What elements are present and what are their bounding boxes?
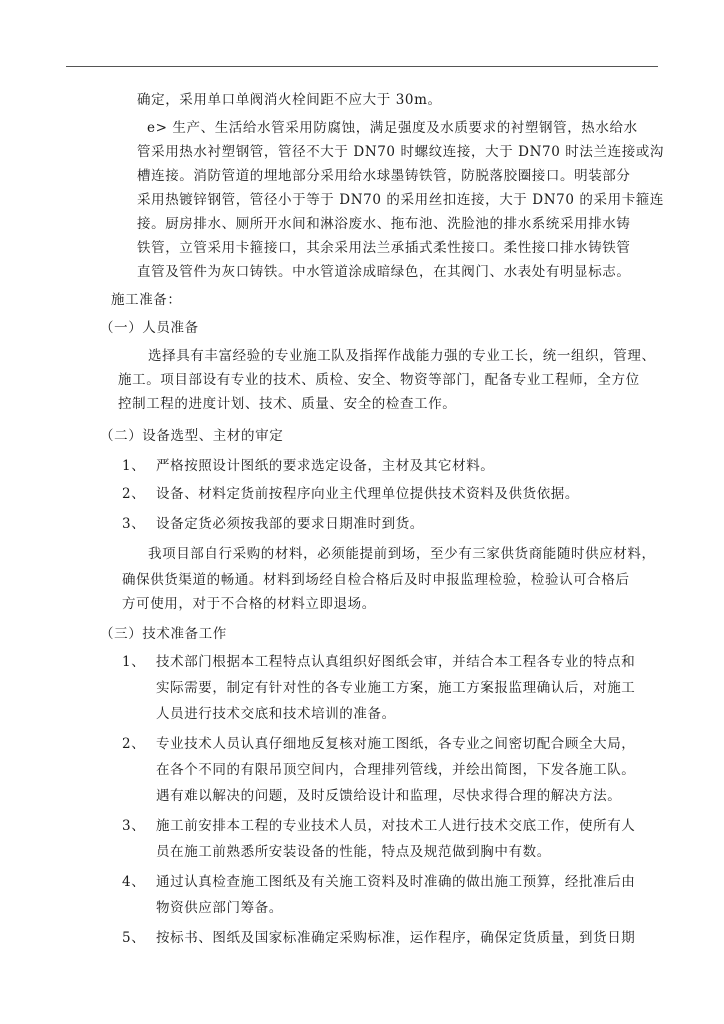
text-line: 控制工程的进度计划、技术、质量、安全的检查工作。 (118, 396, 457, 412)
subsection-heading: （一）人员准备 (100, 320, 199, 336)
list-number: 2、 (122, 736, 146, 752)
header-rule (66, 66, 658, 67)
list-item-text: 专业技术人员认真仔细地反复核对施工图纸，各专业之间密切配合顾全大局， (156, 736, 636, 752)
text-line: 施工。项目部设有专业的技术、质检、安全、物资等部门，配备专业工程师，全方位 (118, 372, 640, 388)
list-item-text: 按标书、图纸及国家标准确定采购标准，运作程序，确保定货质量，到货日期 (156, 930, 636, 946)
list-number: 5、 (122, 930, 146, 946)
list-number: 1、 (122, 654, 146, 670)
list-item-text: 人员进行技术交底和技术培训的准备。 (156, 706, 396, 722)
subsection-heading: （二）设备选型、主材的审定 (100, 428, 284, 444)
text-line: 选择具有丰富经验的专业施工队及指挥作战能力强的专业工长，统一组织，管理、 (148, 348, 656, 364)
text-line: 铁管，立管采用卡箍接口，其余采用法兰承插式柔性接口。柔性接口排水铸铁管 (137, 240, 631, 256)
list-item-text: 施工前安排本工程的专业技术人员，对技术工人进行技术交底工作，使所有人 (156, 818, 636, 834)
text-line: 槽连接。消防管道的埋地部分采用给水球墨铸铁管，防脱落胶圈接口。明装部分 (137, 168, 631, 184)
text-line: 采用热镀锌钢管，管径小于等于 DN70 的采用丝扣连接，大于 DN70 的采用卡箍连 (137, 192, 664, 208)
list-number: 1、 (122, 458, 146, 474)
list-item-text: 物资供应部门筹备。 (156, 900, 283, 916)
list-item-text: 设备、材料定货前按程序向业主代理单位提供技术资料及供货依据。 (156, 486, 579, 502)
section-heading: 施工准备： (111, 292, 182, 308)
list-item-text: 在各个不同的有限吊顶空间内，合理排列管线，并绘出简图，下发各施工队。 (156, 762, 636, 778)
text-line: 接。厨房排水、厕所开水间和淋浴废水、拖布池、洗脸池的排水系统采用排水铸 (137, 216, 631, 232)
list-number: 4、 (122, 874, 146, 890)
list-item-text: 技术部门根据本工程特点认真组织好图纸会审，并结合本工程各专业的特点和 (156, 654, 636, 670)
text-line: 确保供货渠道的畅通。材料到场经自检合格后及时申报监理检验，检验认可合格后 (122, 572, 630, 588)
list-item-text: 设备定货必须按我部的要求日期准时到货。 (156, 516, 424, 532)
list-number: 3、 (122, 516, 146, 532)
text-line: 方可使用，对于不合格的材料立即退场。 (122, 596, 376, 612)
list-item-text: 实际需要，制定有针对性的各专业施工方案，施工方案报监理确认后，对施工 (156, 680, 636, 696)
text-line: 我项目部自行采购的材料，必须能提前到场，至少有三家供货商能随时供应材料， (148, 546, 656, 562)
text-line: e> 生产、生活给水管采用防腐蚀，满足强度及水质要求的衬塑钢管，热水给水 (147, 120, 638, 136)
subsection-heading: （三）技术准备工作 (100, 626, 227, 642)
list-item-text: 员在施工前熟悉所安装设备的性能，特点及规范做到胸中有数。 (156, 844, 551, 860)
text-line: 确定，采用单口单阀消火栓间距不应大于 30m。 (137, 92, 442, 108)
list-number: 3、 (122, 818, 146, 834)
list-number: 2、 (122, 486, 146, 502)
list-item-text: 通过认真检查施工图纸及有关施工资料及时准确的做出施工预算，经批准后由 (156, 874, 636, 890)
text-line: 直管及管件为灰口铸铁。中水管道涂成暗绿色，在其阀门、水表处有明显标志。 (137, 264, 631, 280)
list-item-text: 严格按照设计图纸的要求选定设备，主材及其它材料。 (156, 458, 495, 474)
list-item-text: 遇有难以解决的问题，及时反馈给设计和监理，尽快求得合理的解决方法。 (156, 788, 622, 804)
text-line: 管采用热水衬塑钢管，管径不大于 DN70 时螺纹连接，大于 DN70 时法兰连接或沟 (137, 144, 664, 160)
